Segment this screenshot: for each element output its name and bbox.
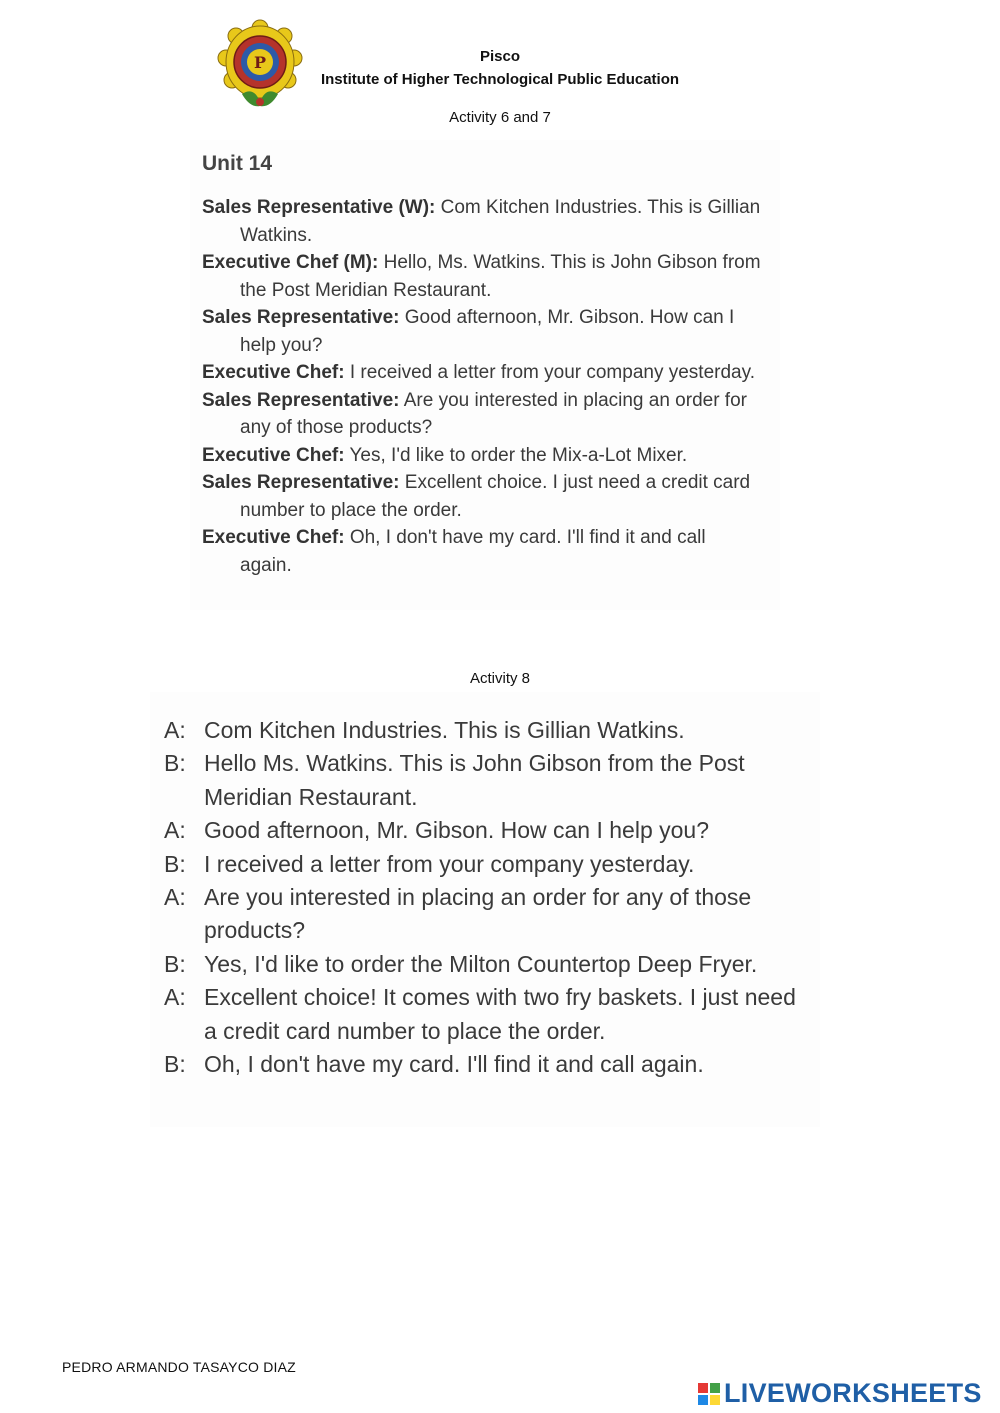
activity-8-heading: Activity 8: [469, 670, 530, 687]
dialogue-text: Are you interested in placing an order for any of those products?: [204, 884, 752, 944]
dialogue-line: [164, 881, 804, 948]
institution-name-line2: Institute of Higher Technological Public Education: [320, 71, 680, 88]
seal-letter: P: [253, 53, 267, 72]
dialogue-line: [164, 948, 804, 981]
dialogue-line: [202, 387, 762, 442]
dialogue-text: Are you interested in placing an order for any of those products?: [240, 389, 747, 438]
speaker-label: Executive Chef (M):: [202, 252, 379, 273]
dialogue-line: [202, 249, 762, 304]
speaker-label: Executive Chef:: [202, 444, 345, 466]
liveworksheets-grid-icon: [698, 1383, 720, 1405]
speaker-label: Sales Representative:: [202, 389, 400, 411]
speaker-label: Sales Representative:: [202, 307, 400, 328]
speaker-label: Sales Representative:: [202, 472, 400, 493]
dialogue-text: Com Kitchen Industries. This is Gillian Watkins.: [240, 197, 761, 246]
speaker-letter: A:: [164, 884, 186, 911]
unit-title: Unit 14: [202, 152, 273, 175]
speaker-label: Executive Chef:: [202, 527, 345, 548]
dialogue-line: [202, 359, 762, 387]
dialogue-line: [164, 714, 804, 747]
dialogue-text: Hello, Ms. Watkins. This is John Gibson from the Post Meridian Restaurant.: [240, 252, 761, 301]
activity-6-7-heading: Activity 6 and 7: [449, 109, 551, 126]
dialogue-line: [202, 304, 762, 359]
institution-name-line1: Pisco: [479, 48, 521, 65]
dialogue-line: [164, 1048, 804, 1081]
author-name: PEDRO ARMANDO TASAYCO DIAZ: [62, 1359, 296, 1375]
speaker-letter: B:: [164, 950, 186, 977]
speaker-letter: A:: [164, 984, 186, 1011]
dialogue-text: Excellent choice. I just need a credit card number to place the order.: [240, 472, 751, 521]
speaker-letter: A:: [164, 817, 186, 844]
dialogue-line: [164, 981, 804, 1048]
dialogue-line: [164, 848, 804, 881]
dialogue-text: Oh, I don't have my card. I'll find it and call again.: [204, 1051, 704, 1078]
speaker-letter: A:: [164, 717, 186, 743]
speaker-letter: B:: [164, 750, 186, 777]
dialogue-line: [164, 814, 804, 847]
liveworksheets-logo[interactable]: [698, 1378, 982, 1409]
dialogue-text: Hello Ms. Watkins. This is John Gibson from the Post Meridian Restaurant.: [204, 750, 745, 810]
dialogue-line: [202, 524, 762, 579]
unit14-dialogue-scan: [190, 140, 780, 610]
dialogue-text: I received a letter from your company yesterday.: [344, 362, 755, 383]
dialogue-text: Yes, I'd like to order the Mix-a-Lot Mixer.: [344, 444, 688, 466]
dialogue-line: [202, 442, 762, 470]
activity8-dialogue-scan: [150, 692, 820, 1127]
dialogue-text: Good afternoon, Mr. Gibson. How can I help you?: [204, 817, 710, 844]
speaker-letter: B:: [164, 850, 186, 877]
dialogue-text: I received a letter from your company yesterday.: [204, 850, 695, 877]
activity8-dialogue: [164, 714, 804, 1081]
dialogue-line: [202, 194, 762, 249]
dialogue-text: Com Kitchen Industries. This is Gillian Watkins.: [204, 717, 685, 743]
dialogue-text: Oh, I don't have my card. I'll find it and call again.: [240, 527, 706, 576]
speaker-label: Sales Representative (W):: [202, 197, 436, 218]
dialogue-text: Excellent choice! It comes with two fry baskets. I just need a credit card number to place the order.: [204, 984, 796, 1044]
dialogue-text: Good afternoon, Mr. Gibson. How can I help you?: [240, 307, 735, 356]
dialogue-line: [164, 747, 804, 814]
unit14-dialogue: [202, 194, 762, 579]
dialogue-text: Yes, I'd like to order the Milton Countertop Deep Fryer.: [204, 950, 758, 977]
dialogue-line: [202, 469, 762, 524]
speaker-label: Executive Chef:: [202, 362, 345, 383]
liveworksheets-brand-text: LIVEWORKSHEETS: [724, 1378, 982, 1408]
speaker-letter: B:: [164, 1051, 186, 1078]
